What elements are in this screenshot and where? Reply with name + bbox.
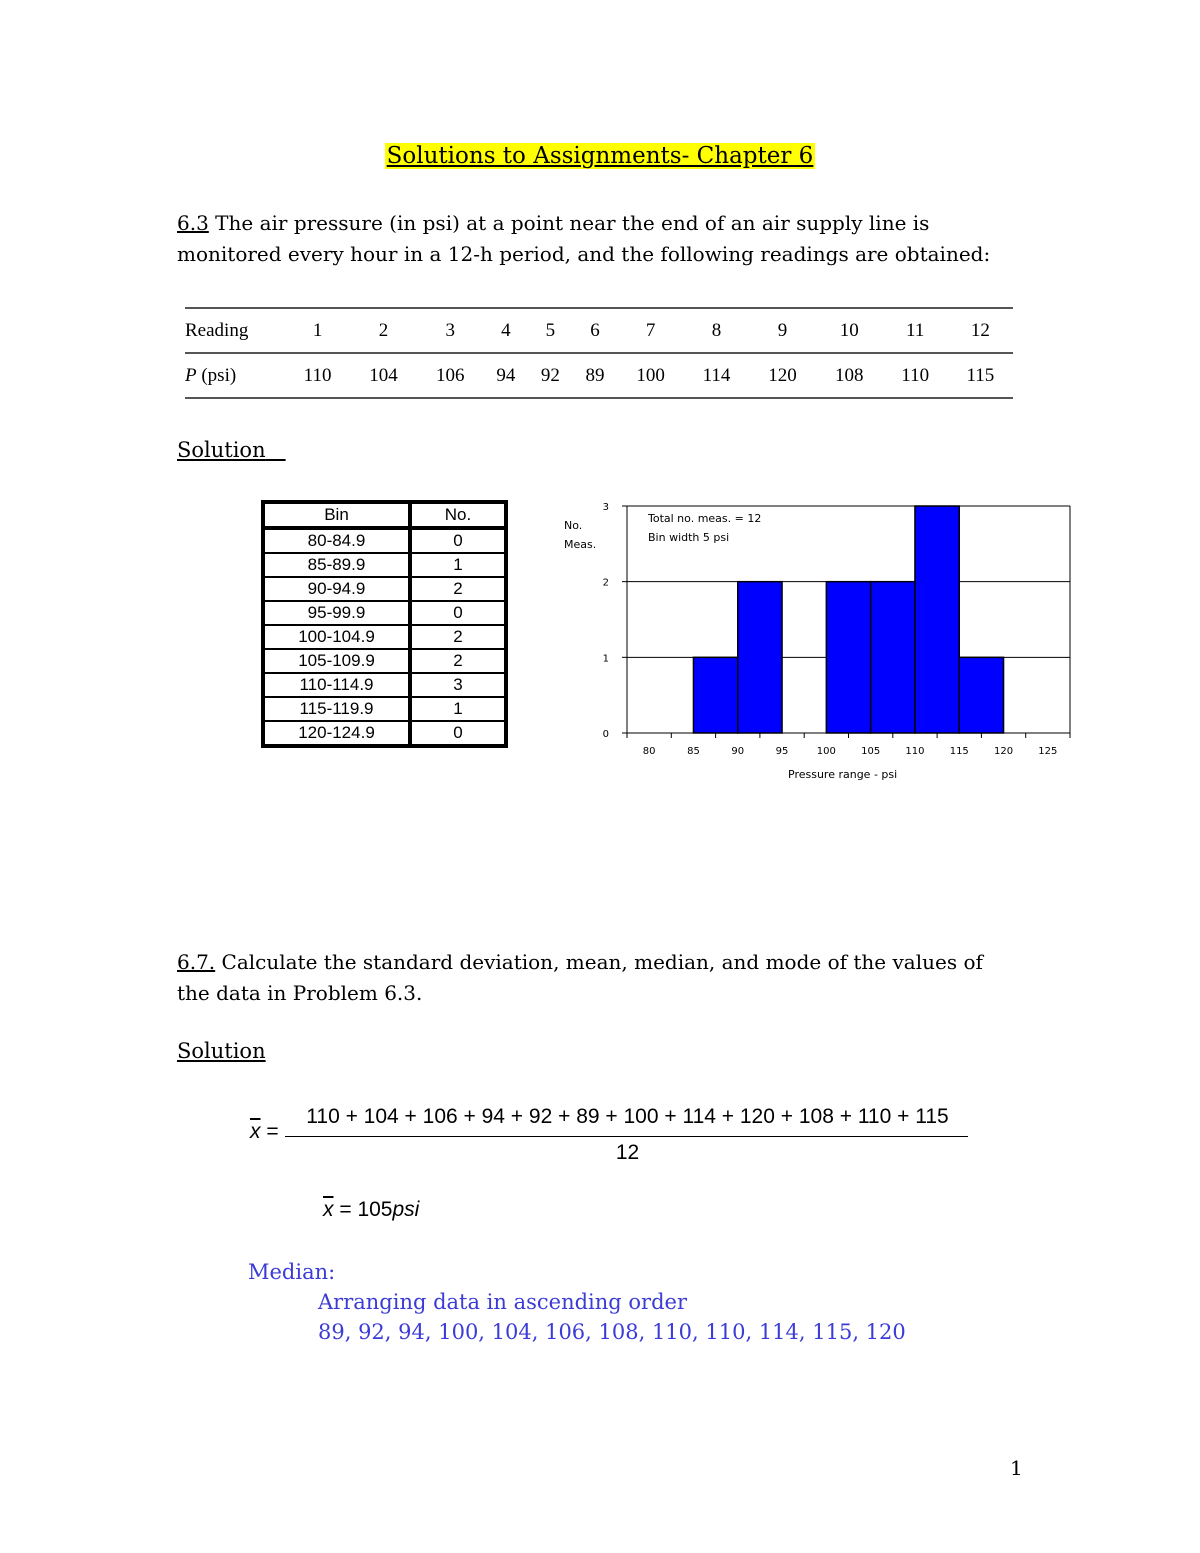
chart-x-tick-label: 100 (816, 746, 836, 757)
pressure-cell: 110 (285, 353, 350, 398)
histogram-bar (915, 506, 959, 733)
problem-6-3 (177, 208, 1037, 270)
bins-header-no: No. (411, 503, 505, 529)
pressure-cell: 89 (573, 353, 618, 398)
chart-y-tick-label: 1 (602, 653, 609, 665)
reading-cell: 2 (350, 308, 417, 353)
count-cell: 1 (411, 697, 505, 721)
reading-cell: 8 (684, 308, 749, 353)
chart-xlabel: Pressure range - psi (788, 768, 898, 781)
problem-6-7-text-2: the data in Problem 6.3. (177, 981, 423, 1005)
chart-x-tick-label: 90 (731, 746, 745, 757)
bins-header-row (264, 503, 505, 529)
chart-annotation-line1: Total no. meas. = 12 (648, 512, 762, 525)
reading-cell: 5 (528, 308, 573, 353)
bin-cell: 100-104.9 (264, 625, 411, 649)
median-line-2: 89, 92, 94, 100, 104, 106, 108, 110, 110, 114, 115, 120 (318, 1320, 906, 1344)
pressure-cell: 108 (816, 353, 883, 398)
median-heading: Median: (248, 1260, 336, 1284)
chart-ylabel-line2: Meas. (564, 538, 597, 551)
bins-row (264, 649, 505, 673)
pressure-cell: 120 (749, 353, 816, 398)
count-cell: 0 (411, 529, 505, 553)
equals-sign: = (266, 1120, 279, 1143)
problem-6-3-text-2: monitored every hour in a 12-h period, and the following readings are obtained: (177, 242, 991, 266)
bins-header-bin: Bin (264, 503, 411, 529)
mean-result-value: 105 (357, 1198, 393, 1221)
reading-cell: 1 (285, 308, 350, 353)
bins-row (264, 601, 505, 625)
chart-x-tick-label: 125 (1038, 746, 1058, 757)
pressure-cell: 100 (617, 353, 684, 398)
bins-row (264, 673, 505, 697)
chart-x-tick-label: 120 (994, 746, 1014, 757)
solution-label-1: Solution (177, 438, 266, 462)
bins-row (264, 553, 505, 577)
bin-cell: 90-94.9 (264, 577, 411, 601)
readings-table (185, 307, 1013, 399)
bins-row (264, 697, 505, 721)
count-cell: 0 (411, 601, 505, 625)
histogram-bar (959, 657, 1003, 733)
problem-6-3-number: 6.3 (177, 211, 209, 235)
problem-6-7-number: 6.7. (177, 950, 216, 974)
histogram-bar (826, 582, 870, 733)
page-title-text: Solutions to Assignments- Chapter 6 (386, 143, 814, 169)
chart-x-tick-label: 85 (687, 746, 700, 757)
mean-result-unit: psi (392, 1198, 420, 1221)
problem-6-3-text-1: The air pressure (in psi) at a point near the end of an air supply line is (208, 211, 930, 235)
chart-x-tick-label: 105 (861, 746, 881, 757)
bin-cell: 80-84.9 (264, 529, 411, 553)
x-bar-symbol: $\overline{x}$ (250, 1120, 261, 1143)
count-cell: 0 (411, 721, 505, 745)
bins-row (264, 721, 505, 745)
reading-cell: 3 (417, 308, 484, 353)
reading-cell: 4 (484, 308, 529, 353)
count-cell: 1 (411, 553, 505, 577)
chart-annotation-line2: Bin width 5 psi (648, 531, 730, 544)
bin-cell: 110-114.9 (264, 673, 411, 697)
bins-row (264, 529, 505, 553)
reading-cell: 11 (883, 308, 948, 353)
page-number: 1 (1010, 1456, 1023, 1480)
reading-cell: 6 (573, 308, 618, 353)
reading-cell: 9 (749, 308, 816, 353)
count-cell: 3 (411, 673, 505, 697)
median-line-1: Arranging data in ascending order (318, 1290, 688, 1314)
pressure-row-label: P (psi) (185, 353, 285, 398)
bins-row (264, 625, 505, 649)
bin-cell: 85-89.9 (264, 553, 411, 577)
page-title (0, 143, 1200, 169)
histogram-chart (560, 498, 1080, 798)
equals-sign: = (339, 1198, 352, 1221)
pressure-row (185, 353, 1013, 398)
histogram-bar (871, 582, 915, 733)
problem-6-7 (177, 947, 1037, 1009)
pressure-cell: 115 (948, 353, 1013, 398)
mean-equation-lhs (250, 1120, 279, 1144)
bin-cell: 115-119.9 (264, 697, 411, 721)
chart-x-tick-label: 115 (949, 746, 969, 757)
mean-denominator: 12 (615, 1141, 640, 1164)
reading-cell: 7 (617, 308, 684, 353)
chart-y-tick-label: 0 (602, 729, 609, 740)
problem-6-7-text-1: Calculate the standard deviation, mean, median, and mode of the values of (215, 950, 983, 974)
count-cell: 2 (411, 577, 505, 601)
mean-numerator: 110 + 104 + 106 + 94 + 92 + 89 + 100 + 114 + 120 + 108 + 110 + 115 (306, 1105, 949, 1128)
bin-cell: 95-99.9 (264, 601, 411, 625)
bins-row (264, 577, 505, 601)
solution-label-2: Solution (177, 1039, 266, 1063)
mean-result (323, 1198, 419, 1222)
readings-row-label: Reading (185, 308, 285, 353)
bin-cell: 120-124.9 (264, 721, 411, 745)
readings-row (185, 308, 1013, 353)
reading-cell: 10 (816, 308, 883, 353)
chart-bars (693, 506, 1003, 733)
chart-y-tick-label: 2 (602, 577, 609, 589)
fraction-bar (285, 1136, 968, 1137)
chart-y-tick-label: 3 (602, 502, 609, 513)
histogram-bar (738, 582, 782, 733)
count-cell: 2 (411, 625, 505, 649)
chart-x-tick-label: 110 (905, 746, 925, 757)
pressure-cell: 92 (528, 353, 573, 398)
count-cell: 2 (411, 649, 505, 673)
reading-cell: 12 (948, 308, 1013, 353)
pressure-cell: 114 (684, 353, 749, 398)
pressure-cell: 94 (484, 353, 529, 398)
chart-ylabel-line1: No. (564, 519, 583, 532)
pressure-cell: 106 (417, 353, 484, 398)
pressure-cell: 104 (350, 353, 417, 398)
chart-x-tick-label: 80 (642, 746, 656, 757)
histogram-bar (693, 657, 737, 733)
bin-cell: 105-109.9 (264, 649, 411, 673)
pressure-cell: 110 (883, 353, 948, 398)
bins-table (261, 500, 508, 748)
chart-x-tick-label: 95 (775, 746, 789, 757)
x-bar-symbol: $\overline{x}$ (323, 1198, 334, 1221)
